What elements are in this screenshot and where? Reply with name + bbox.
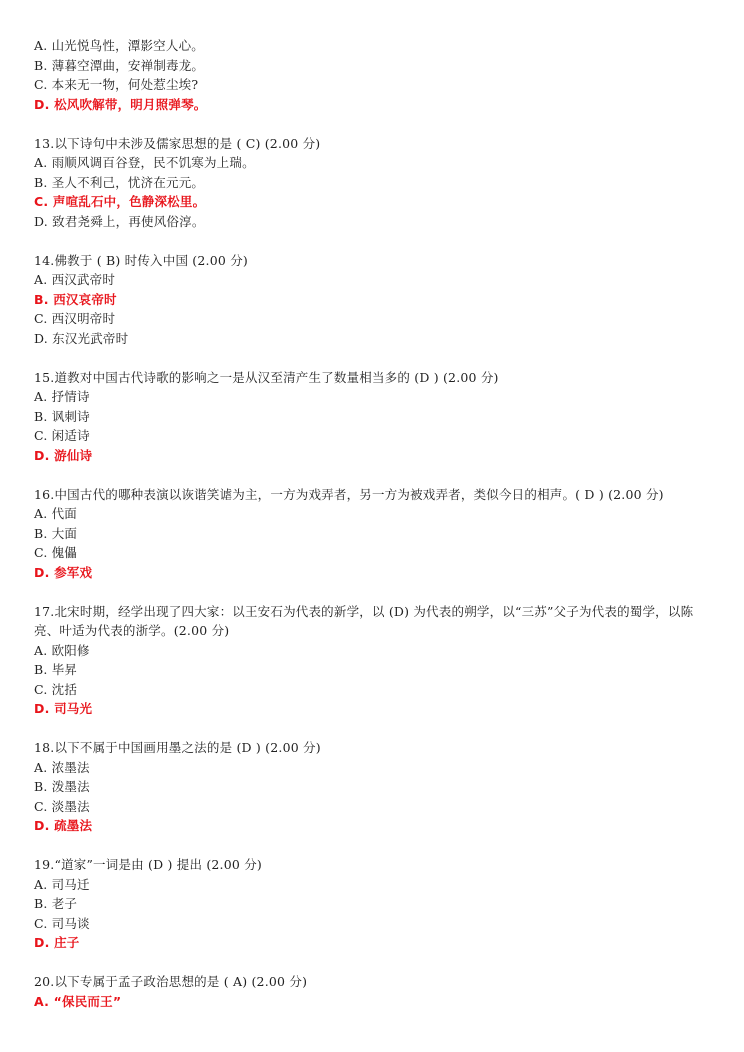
option-c: C. 傀儡 bbox=[34, 545, 78, 560]
question-14 bbox=[34, 251, 714, 349]
exam-page bbox=[34, 36, 714, 1011]
option-d-correct: D. 庄子 bbox=[34, 935, 80, 950]
option-c-correct: C. 声喧乱石中，色静深松里。 bbox=[34, 194, 206, 209]
option-a: A. 浓墨法 bbox=[34, 759, 90, 775]
q12-option-b: B. 薄暮空潭曲，安禅制毒龙。 bbox=[34, 57, 205, 73]
question-19 bbox=[34, 855, 714, 953]
option-b: B. 老子 bbox=[34, 896, 78, 911]
option-b-correct: B. 西汉哀帝时 bbox=[34, 291, 117, 307]
option-b: B. 圣人不利己，忧济在元元。 bbox=[34, 174, 205, 190]
option-a: A. 代面 bbox=[34, 506, 77, 521]
question-stem: 20.以下专属于孟子政治思想的是 ( A) (2.00 分) bbox=[34, 974, 308, 989]
option-d: D. 东汉光武帝时 bbox=[34, 330, 129, 346]
question-stem: 15.道教对中国古代诗歌的影响之一是从汉至清产生了数量相当多的 (D ) (2.00 分) bbox=[34, 369, 499, 385]
option-d-correct: D. 司马光 bbox=[34, 701, 93, 716]
option-d-correct: D. 参军戏 bbox=[34, 564, 93, 580]
q12-option-c: C. 本来无一物，何处惹尘埃? bbox=[34, 77, 199, 92]
question-12-options bbox=[34, 36, 714, 114]
question-stem: 18.以下不属于中国画用墨之法的是 (D ) (2.00 分) bbox=[34, 740, 321, 755]
option-d-correct: D. 疏墨法 bbox=[34, 818, 93, 833]
option-a: A. 司马迁 bbox=[34, 876, 90, 892]
q12-option-d-correct: D. 松风吹解带，明月照弹琴。 bbox=[34, 96, 207, 112]
question-17 bbox=[34, 602, 714, 719]
option-d: D. 致君尧舜上，再使风俗淳。 bbox=[34, 213, 205, 229]
q12-option-a: A. 山光悦鸟性，潭影空人心。 bbox=[34, 38, 204, 53]
question-16 bbox=[34, 485, 714, 583]
option-c: C. 西汉明帝时 bbox=[34, 311, 116, 326]
option-b: B. 泼墨法 bbox=[34, 779, 90, 794]
question-stem: 14.佛教于 ( B) 时传入中国 (2.00 分) bbox=[34, 252, 248, 268]
question-stem: 17.北宋时期，经学出现了四大家：以王安石为代表的新学，以 (D) 为代表的朔学，以“三苏”父子为代表的蜀学，以陈亮、叶适为代表的浙学。(2.00 分) bbox=[34, 603, 694, 638]
option-b: B. 毕昇 bbox=[34, 662, 78, 677]
option-a: A. 雨顺风调百谷登，民不饥寒为上瑞。 bbox=[34, 155, 255, 170]
question-15 bbox=[34, 368, 714, 466]
question-18 bbox=[34, 738, 714, 836]
option-c: C. 淡墨法 bbox=[34, 798, 90, 814]
question-stem: 16.中国古代的哪种表演以诙谐笑谑为主，一方为戏弄者，另一方为被戏弄者，类似今日的相声。( D ) (2.00 分) bbox=[34, 486, 664, 502]
option-a-correct: A. “保民而王” bbox=[34, 993, 122, 1009]
question-20 bbox=[34, 972, 714, 1011]
option-a: A. 西汉武帝时 bbox=[34, 272, 116, 287]
option-a: A. 欧阳修 bbox=[34, 642, 90, 658]
option-c: C. 闲适诗 bbox=[34, 428, 90, 443]
question-13 bbox=[34, 134, 714, 232]
question-stem: 13.以下诗句中未涉及儒家思想的是 ( C) (2.00 分) bbox=[34, 135, 321, 151]
option-c: C. 司马谈 bbox=[34, 915, 90, 931]
option-d-correct: D. 游仙诗 bbox=[34, 447, 93, 463]
option-a: A. 抒情诗 bbox=[34, 389, 90, 404]
option-b: B. 讽刺诗 bbox=[34, 408, 90, 424]
option-b: B. 大面 bbox=[34, 525, 78, 541]
option-c: C. 沈括 bbox=[34, 681, 78, 697]
question-stem: 19.“道家”一词是由 (D ) 提出 (2.00 分) bbox=[34, 857, 262, 872]
